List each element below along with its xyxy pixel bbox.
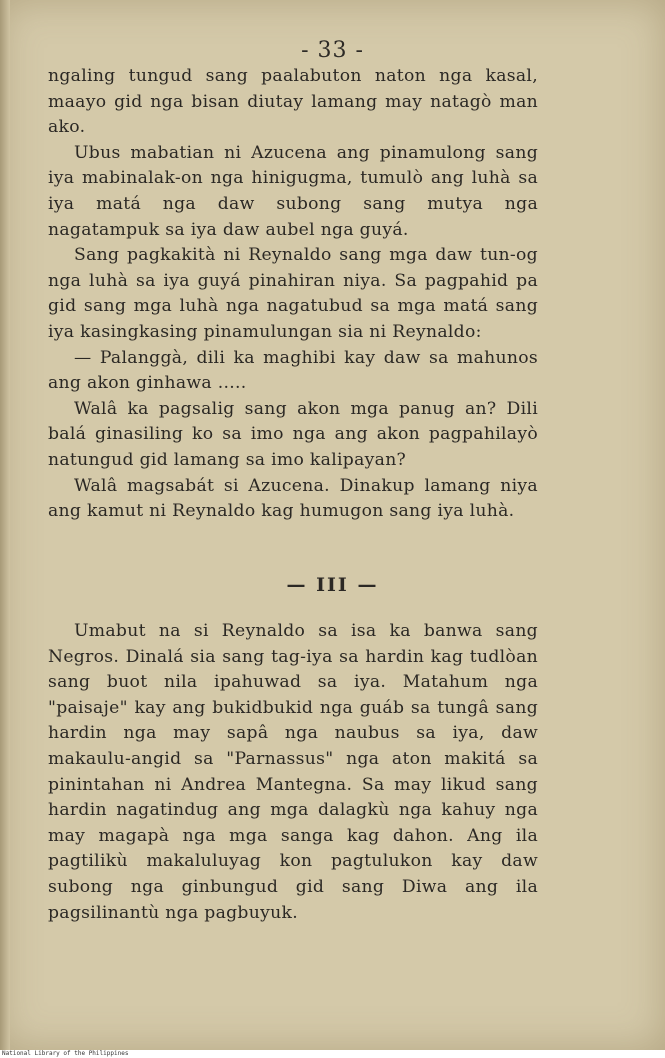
paragraph: Walâ ka pagsalig sang akon mga panug an? Dili balá ginasiling ko sa imo nga ang akon pagpahilayò natungud gid lamang sa imo kalipayan? [48,398,538,470]
paragraph: Ubus mabatian ni Azucena ang pinamulong sang iya mabinalak-on nga hinigugma, tumulò ang luhà sa iya matá nga daw subong sang mutya nga nagatampuk sa iya daw aubel nga guyá. [48,142,538,240]
page-left-edge [0,0,10,1050]
section-text [48,619,538,926]
section-heading: — III — [286,574,379,596]
paragraph: — Palanggà, dili ka maghibi kay daw sa mahunos ang akon ginhawa ..... [48,347,538,394]
paragraph: Umabut na si Reynaldo sa isa ka banwa sang Negros. Dinalá sia sang tag-iya sa hardin kag tudlòan sang buot nila ipahuwad sa iya. Matahum nga "paisaje" kay ang bukidbukid nga guáb sa tungâ sang hardin nga may sapâ nga naubus sa iya, daw makaulu-angid sa "Parnassus" nga aton makitá sa pinintahan ni Andrea Mantegna. Sa may likud sang hardin nagatindug ang mga dalagkù nga kahuy nga may magapà nga mga sanga kag dahon. Ang ila pagtilikù makaluluyag kon pagtulukon kay daw subong nga ginbungud gid sang Diwa ang ila pagsilinantù nga pagbuyuk. [48,621,538,923]
footer-credit: National Library of the Philippines [2,1050,129,1057]
page-number: - 33 - [301,38,364,63]
paragraph: Sang pagkakità ni Reynaldo sang mga daw tun-og nga luhà sa iya guyá pinahiran niya. Sa pagpahid pa gid sang mga luhà nga nagatubud sa mga matá sang iya kasingkasing pinamulungan sia ni Reynaldo: [48,245,538,342]
chapter-text [48,64,538,525]
paragraph: ngaling tungud sang paalabuton naton nga kasal, maayo gid nga bisan diutay lamang may natagò man ako. [48,66,538,138]
paragraph: Walâ magsabát si Azucena. Dinakup lamang niya ang kamut ni Reynaldo kag humugon sang iya luhà. [48,475,538,522]
